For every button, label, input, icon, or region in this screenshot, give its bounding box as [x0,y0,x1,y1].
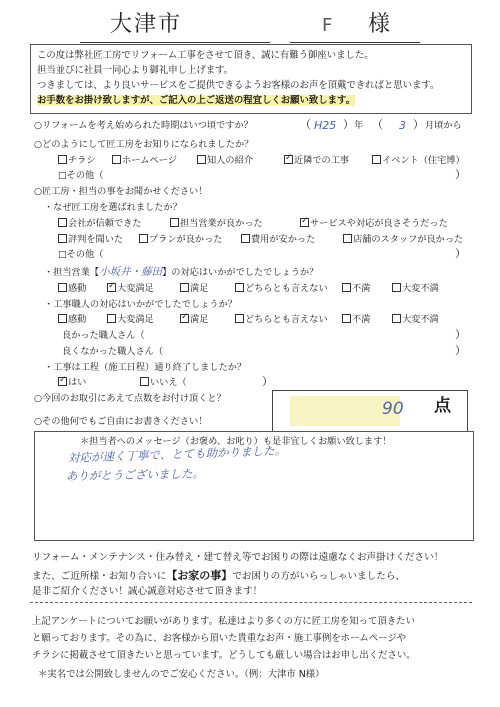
q3-other-close-paren: ） [455,247,466,260]
q3-checkbox-4[interactable] [58,234,67,243]
q4-checkbox-1[interactable] [58,283,67,292]
q4-option-4[interactable]: どちらとも言えない [235,283,328,294]
intro-line-3: つきましては、より良いサービスをご提供できるようお客様のお声を頂戴できればと思います。 [37,80,440,91]
q3-checkbox-1[interactable] [58,218,67,227]
q4-checkbox-5[interactable] [342,283,351,292]
q5-checkbox-3[interactable] [180,314,189,323]
q2-option-3[interactable]: 知人の紹介 [197,155,253,166]
footer-line-1: リフォーム・メンテナンス・住み替え・建て替え等でお困りの際は遠慮なくお声掛けください！ [32,552,444,563]
comment-line-1[interactable]: 対応が速く丁寧で、とても助かりました。 [67,443,287,465]
q3-option-1[interactable]: 会社が信頼できた [58,218,142,229]
q1-month-open-paren: （ [372,118,383,131]
q5-checkbox-2[interactable] [107,314,116,323]
q2-checkbox-3[interactable] [197,155,206,164]
q3-checkbox-5[interactable] [139,234,148,243]
q5-option-5[interactable]: 不満 [342,314,370,325]
comment-line-2[interactable]: ありがとうございました。 [65,466,205,483]
q2-option-2[interactable]: ホームページ [112,155,177,166]
q5-checkbox-4[interactable] [235,314,244,323]
q6-no-close-paren: ） [262,375,273,388]
footer-line-2: また、ご近所様・お知り合いに【お家の事】でお困りの方がいらっしゃいましたら、 [32,569,405,582]
q5-option-6[interactable]: 大変不満 [392,314,439,325]
q2-checkbox-5[interactable] [372,155,381,164]
q3-option-6[interactable]: 費用が安かった [241,234,315,245]
q4-option-5[interactable]: 不満 [342,283,370,294]
q4-option-2[interactable]: ✓ 大変満足 [107,283,154,294]
footer-note: ＊実名では公開致しませんのでご安心ください。（例：大津市 N様） [38,669,325,680]
q3-checkbox-3[interactable] [300,218,309,227]
q3-checkbox-2[interactable] [170,218,179,227]
footer-para-3: チラシに掲載させて頂きたいと思っています。どうしても厳しい場合はお申し出ください。 [32,650,416,661]
header-city: 大津市 [110,12,183,37]
q5-checkbox-5[interactable] [342,314,351,323]
q4-option-1[interactable]: 感動 [58,283,86,294]
q1-month-value[interactable]: 3 [399,119,406,132]
q5-option-1[interactable]: 感動 [58,314,86,325]
q6-option-no[interactable]: いいえ（ [140,377,187,388]
q2-other-close-paren: ） [455,168,466,181]
q3-sub-label: ・なぜ匠工房を選ばれましたか？ [44,202,182,213]
q3-other[interactable]: □その他（ [58,249,104,260]
q1-era-close-paren: ） [343,118,354,131]
q1-month-close-paren: ） [413,118,424,131]
q4-checkbox-6[interactable] [392,283,401,292]
comment-note: ＊担当者へのメッセージ（お褒め、お叱り）も是非宜しくお願い致します！ [80,436,392,447]
q7-unit: 点 [434,396,451,416]
q3-option-3[interactable]: ✓ サービスや対応が良さそうだった [300,218,448,229]
q3-checkbox-6[interactable] [241,234,250,243]
q5-good-worker[interactable]: 良かった職人さん（ [62,330,145,341]
footer-line-3: 是非ご紹介ください！誠心誠意対応させて頂きます！ [32,586,263,597]
q2-other[interactable]: □その他（ [58,170,104,181]
q1-year-suffix: 年 [354,120,364,131]
q6-checkbox-yes[interactable] [58,377,67,386]
q7-label: ○今回のお取引にあえて点数をお付け頂くと？ [34,393,226,404]
q5-bad-worker-close-paren: ） [455,344,466,357]
intro-box [30,44,472,114]
q1-label: ○リフォームを考え始められた時期はいつ頃ですか？ [34,120,253,131]
header-underline [80,42,270,43]
intro-line-2: 担当並びに社員一同心より御礼申し上げます。 [37,65,234,76]
q6-option-yes[interactable]: ✓はい [58,377,86,388]
footer-brand: 【お家の事】 [166,569,233,582]
q5-option-4[interactable]: どちらとも言えない [235,314,328,325]
q5-good-worker-close-paren: ） [455,328,466,341]
q3-option-4[interactable]: 評判を聞いた [58,234,123,245]
q3-option-7[interactable]: 店舗のスタッフが良かった [343,234,463,245]
q5-option-2[interactable]: 大変満足 [107,314,154,325]
q5-bad-worker[interactable]: 良くなかった職人さん（ [62,346,164,357]
header-customer-initial: F [322,15,333,36]
q2-option-5[interactable]: イベント（住宅博） [372,155,465,166]
q8-label: ○その他何でもご自由にお書きください！ [34,416,208,427]
intro-line-1: この度は弊社匠工房でリフォーム工事をさせて頂き、誠に有難う御座いました。 [37,50,374,61]
q2-checkbox-1[interactable] [58,155,67,164]
intro-line-4-highlight: お手数をお掛け致しますが、ご記入の上ご返送の程宜しくお願い致します。 [37,95,356,106]
q2-label: ○どのようにして匠工房をお知りになられましたか？ [34,139,254,150]
q3-label: ○匠工房・担当の事をお聞かせください！ [34,186,208,197]
q2-checkbox-2[interactable] [112,155,121,164]
footer-divider [30,602,472,603]
q5-checkbox-1[interactable] [58,314,67,323]
q3-option-5[interactable]: プランが良かった [139,234,223,245]
q4-checkbox-3[interactable] [180,283,189,292]
q1-era-open-paren: （ [300,118,311,131]
header-underline-2 [290,42,420,43]
footer-para-1: 上記アンケートについてお願いがあります。私達はより多くの方に匠工房を知って頂きたい [32,616,415,627]
q4-staff-names[interactable]: 小坂井・藤田 [99,266,163,278]
q4-option-3[interactable]: 満足 [180,283,208,294]
q3-option-2[interactable]: 担当営業が良かった [170,218,263,229]
q4-checkbox-2[interactable] [107,283,116,292]
footer-para-2: と願っております。その為に、お客様から頂いた貴重なお声・施工事例をホームページや [32,633,407,644]
q5-checkbox-6[interactable] [392,314,401,323]
q1-era-value[interactable]: H25 [314,119,337,132]
q4-checkbox-4[interactable] [235,283,244,292]
q4-label: ・担当営業【小坂井・藤田】の対応はいかがでしたでしょうか？ [44,266,319,278]
q6-checkbox-no[interactable] [140,377,149,386]
q4-option-6[interactable]: 大変不満 [392,283,439,294]
q5-label: ・工事職人の対応はいかがでしたでしょうか？ [44,299,237,310]
q2-option-1[interactable]: チラシ [58,155,96,166]
header-honorific: 様 [368,12,391,37]
q2-option-4[interactable]: ✓ 近隣での工事 [284,155,349,166]
q7-score[interactable]: 90 [382,399,404,419]
q2-checkbox-4[interactable] [284,155,293,164]
q5-option-3[interactable]: ✓ 満足 [180,314,208,325]
q3-checkbox-7[interactable] [343,234,352,243]
q6-label: ・工事は工程（施工日程）通り終了しましたか？ [44,362,247,373]
q1-month-suffix: 月頃から [425,120,462,131]
